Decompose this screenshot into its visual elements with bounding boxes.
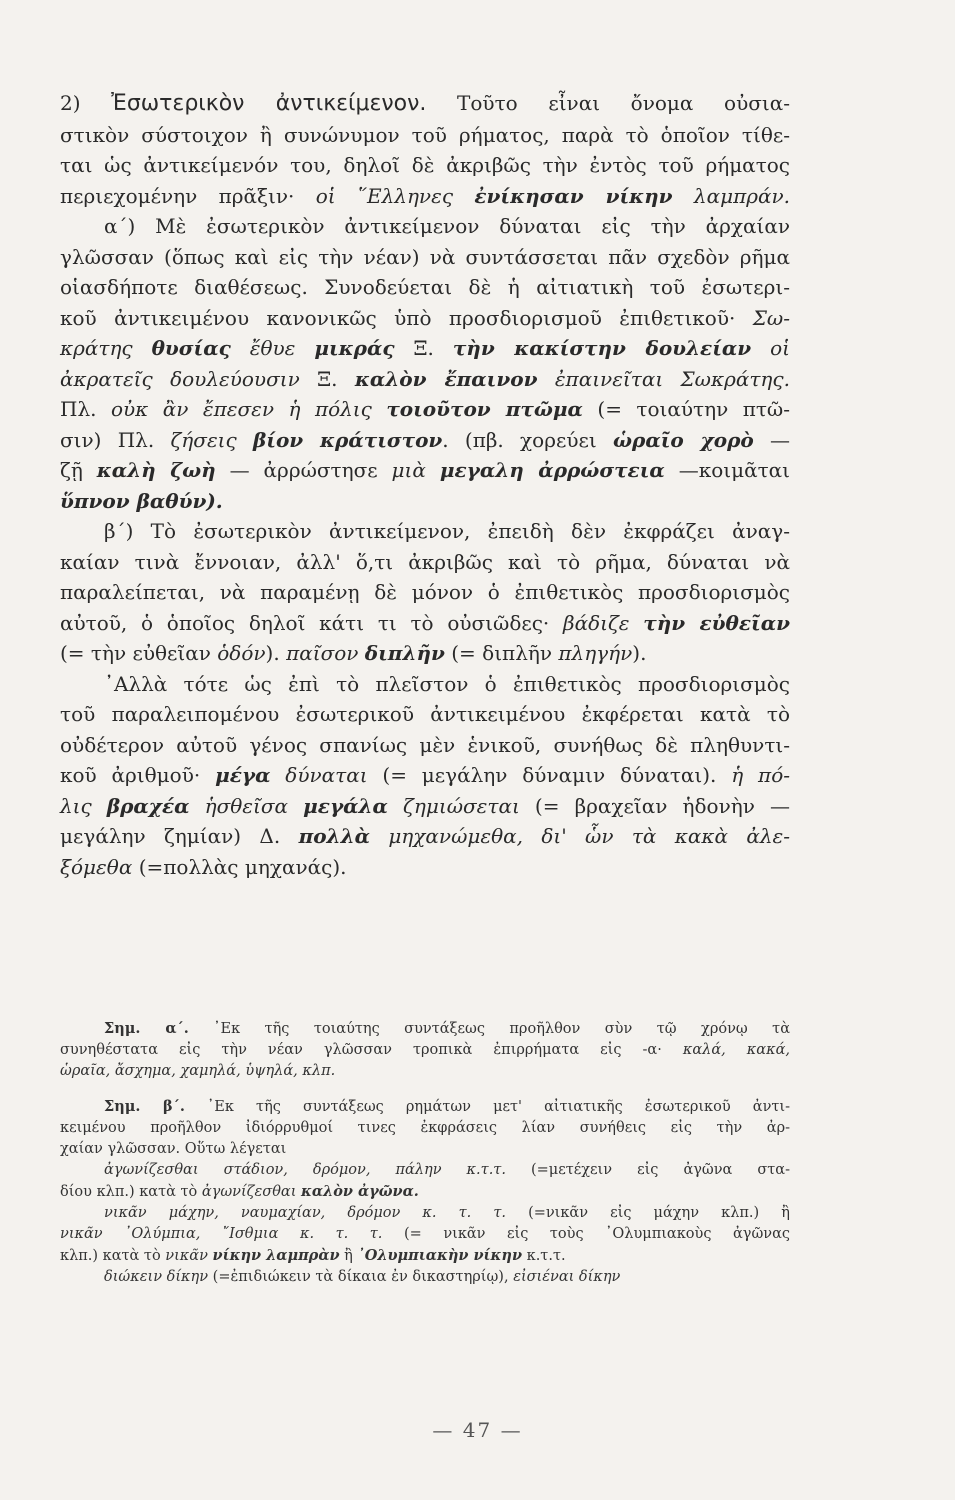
text-line: καίαν τινὰ ἔννοιαν, ἀλλ' ὅ,τι ἀκριβῶς καὶ τὸ ρῆμα, δύναται νὰ: [60, 549, 790, 574]
note-line: ὡραῖα, ἄσχημα, χαμηλά, ὑψηλά, κλπ.: [60, 1063, 336, 1079]
text-line: ᾿Αλλὰ τότε ὡς ἐπὶ τὸ πλεῖστον ὁ ἐπιθετικὸς προσδιορισμὸς: [104, 671, 790, 696]
text-line: ται ὡς ἀντικείμενόν του, δηλοῖ δὲ ἀκριβῶς τὴν ἐντὸς τοῦ ρήματος: [60, 153, 790, 177]
text-line: περιεχομένην πρᾶξιν· οἱ ῞Ελληνες ἐνίκησαν νίκην λαμπράν.: [60, 183, 790, 208]
page-number: — 47 —: [432, 1418, 523, 1442]
text-line: κοῦ ἀντικειμένου κανονικῶς ὑπὸ προσδιορισμοῦ ἐπιθετικοῦ· Σω-: [60, 305, 790, 330]
text-line: οὐδέτερον αὐτοῦ γένος σπανίως μὲν ἑνικοῦ, συνήθως δὲ πληθυντι-: [60, 732, 790, 757]
note-line: συνηθέστατα εἰς τὴν νέαν γλῶσσαν τροπικὰ ἐπιρρήματα εἰς -α· καλά, κακά,: [60, 1042, 790, 1058]
text-line: κοῦ ἀριθμοῦ· μέγα δύναται (= μεγάλην δύναμιν δύναται). ἡ πό-: [60, 763, 790, 787]
note-line: ἀγωνίζεσθαι στάδιον, δρόμον, πάλην κ.τ.τ. (=μετέχειν εἰς ἀγῶνα στα-: [104, 1162, 790, 1178]
note-label: Σημ. α΄.: [104, 1020, 189, 1037]
text-line: α΄) Μὲ ἐσωτερικὸν ἀντικείμενον δύναται εἰς τὴν ἀρχαίαν: [104, 214, 790, 238]
note-line: νικᾶν ᾿Ολύμπια, ῎Ισθμια κ. τ. τ. (= νικᾶν εἰς τοὺς ᾿Ολυμπιακοὺς ἀγῶνας: [60, 1226, 790, 1242]
note-line: διώκειν δίκην (=ἐπιδιώκειν τὰ δίκαια ἐν δικαστηρίῳ), εἰσιέναι δίκην: [104, 1269, 621, 1285]
text-line: στικὸν σύστοιχον ἢ συνώνυμον τοῦ ρήματος, παρὰ τὸ ὁποῖον τίθε-: [60, 122, 790, 147]
text-line: οἱασδήποτε διαθέσεως. Συνοδεύεται δὲ ἡ αἰτιατικὴ τοῦ ἐσωτερι-: [60, 275, 790, 299]
text-line: (= τὴν εὐθεῖαν ὁδόν). παῖσον διπλῆν (= διπλῆν πληγήν).: [60, 641, 647, 665]
text-line: μεγάλην ζημίαν) Δ. πολλὰ μηχανώμεθα, δι' ὧν τὰ κακὰ ἀλε-: [60, 824, 791, 848]
text-line: β΄) Τὸ ἐσωτερικὸν ἀντικείμενον, ἐπειδὴ δὲν ἐκφράζει ἀναγ-: [104, 519, 790, 543]
text-line: σιν) Πλ. ζήσεις βίον κράτιστον. (πβ. χορεύει ὡραῖο χορὸ —: [60, 427, 791, 452]
text-line: ξόμεθα (=πολλὰς μηχανάς).: [60, 854, 347, 879]
main-text: [60, 88, 790, 882]
note-line: Σημ. α΄. ᾿Εκ τῆς τοιαύτης συντάξεως προῆλθον σὺν τῷ χρόνῳ τὰ: [104, 1020, 790, 1037]
note-label: Σημ. β΄.: [104, 1098, 185, 1115]
section-title: Ἐσωτερικὸν ἀντικείμενον.: [111, 91, 427, 116]
text-line: κράτης θυσίας ἔθυε μικράς Ξ. τὴν κακίστην δουλείαν οἱ: [60, 336, 790, 360]
note-line: χαίαν γλῶσσαν. Οὕτω λέγεται: [60, 1141, 287, 1157]
note-line: κειμένου προῆλθον ἰδιόρρυθμοί τινες ἐκφράσεις λίαν συνήθεις εἰς τὴν ἀρ-: [60, 1120, 790, 1136]
text-line: ζῇ καλὴ ζωὴ — ἀρρώστησε μιὰ μεγαλη ἀρρώστεια —κοιμᾶται: [60, 458, 791, 482]
text-line: παραλείπεται, νὰ παραμένῃ δὲ μόνον ὁ ἐπιθετικὸς προσδιορισμὸς: [60, 580, 790, 604]
text-line: τοῦ παραλειπομένου ἐσωτερικοῦ ἀντικειμένου ἐκφέρεται κατὰ τὸ: [60, 702, 790, 726]
footnotes: [60, 1018, 790, 1288]
text-line: γλῶσσαν (ὅπως καὶ εἰς τὴν νέαν) νὰ συντάσσεται πᾶν σχεδὸν ρῆμα: [60, 244, 790, 269]
note-line: δίου κλπ.) κατὰ τὸ ἀγωνίζεσθαι καλὸν ἀγῶνα.: [60, 1183, 419, 1200]
note-line: Σημ. β΄. ᾿Εκ τῆς συντάξεως ρημάτων μετ' αἰτιατικῆς ἐσωτερικοῦ ἀντι-: [104, 1098, 790, 1115]
text-line: ὕπνον βαθύν).: [60, 488, 223, 513]
note-line: κλπ.) κατὰ τὸ νικᾶν νίκην λαμπρὰν ἢ ᾿Ολυμπιακὴν νίκην κ.τ.τ.: [60, 1247, 566, 1264]
text-line: λις βραχέα ἡσθεῖσα μεγάλα ζημιώσεται (= βραχεῖαν ἡδονὴν —: [60, 793, 790, 818]
text-line: Πλ. οὐκ ἂν ἔπεσεν ἡ πόλις τοιοῦτον πτῶμα (= τοιαύτην πτῶ-: [60, 397, 790, 421]
text-line: ἀκρατεῖς δουλεύουσιν Ξ. καλὸν ἔπαινον ἐπαινεῖται Σωκράτης.: [60, 366, 790, 391]
heading-line: 2) Ἐσωτερικὸν ἀντικείμενον. Τοῦτο εἶναι ὄνομα οὐσια-: [60, 91, 791, 116]
text-line: αὐτοῦ, ὁ ὁποῖος δηλοῖ κάτι τι τὸ οὐσιῶδες· βάδιζε τὴν εὐθεῖαν: [60, 610, 790, 635]
note-line: νικᾶν μάχην, ναυμαχίαν, δρόμον κ. τ. τ. (=νικᾶν εἰς μάχην κλπ.) ἢ: [104, 1205, 790, 1221]
